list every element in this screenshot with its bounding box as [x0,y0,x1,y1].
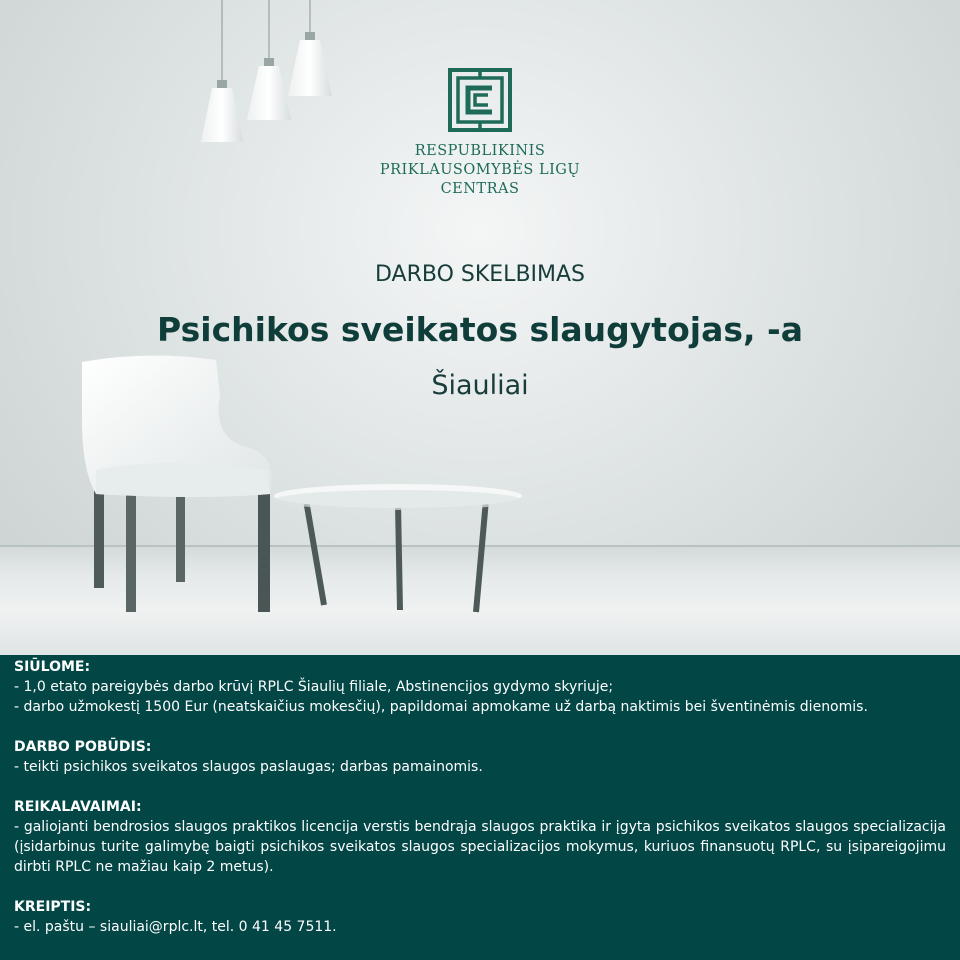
section-offer-heading: SIŪLOME: [14,659,91,675]
organization-name-line-2: PRIKLAUSOMYBĖS LIGŲ [379,162,581,178]
job-title: Psichikos sveikatos slaugytojas, -a [157,310,803,349]
section-nature [14,737,946,777]
rplc-maze-logo-icon [448,68,512,132]
contact-item: - el. paštu – siauliai@rplc.lt, tel. 0 41 45 7511. [14,919,337,935]
section-offer [14,657,946,717]
organization-name-line-3: CENTRAS [440,181,520,197]
offer-item: - darbo užmokestį 1500 Eur (neatskaičius mokesčių), papildomai apmokame už darbą naktimis bei šventinėmis dienomis. [14,699,868,715]
organization-name-line-1: RESPUBLIKINIS [414,143,546,159]
section-nature-heading: DARBO POBŪDIS: [14,739,152,755]
requirements-item: - galiojanti bendrosios slaugos praktikos licencija verstis bendrąja slaugos praktika ir įgyta psichikos sveikatos slaugos specializacija (įsidarbinus turite galimybę baigti psichikos sveikatos slaugos specializacijos mokymus, kuriuos finansuotų RPLC, su įsipareigojimu dirbti RPLC ne mažiau kaip 2 metus). [14,819,946,875]
ad-kicker: DARBO SKELBIMAS [374,262,586,287]
organization-logo [0,68,960,199]
section-contact [14,897,946,937]
coffee-table [274,484,522,612]
section-requirements-heading: REIKALAVAIMAI: [14,799,142,815]
job-city: Šiauliai [431,370,529,401]
section-contact-heading: KREIPTIS: [14,899,92,915]
info-panel [0,655,960,960]
organization-name [0,142,960,199]
offer-item: - 1,0 etato pareigybės darbo krūvį RPLC Šiaulių filiale, Abstinencijos gydymo skyriuje; [14,679,614,695]
section-requirements [14,797,946,877]
nature-item: - teikti psichikos sveikatos slaugos paslaugas; darbas pamainomis. [14,759,483,775]
